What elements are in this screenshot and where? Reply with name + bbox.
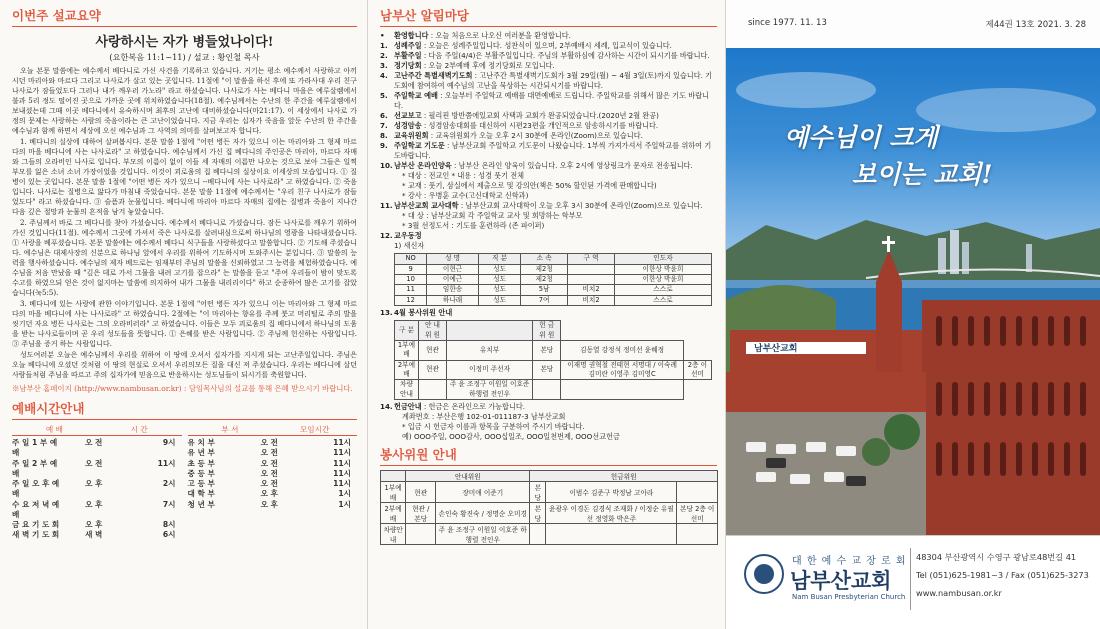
- april-cell: 김동열 강정석 정미선 윤혜정: [561, 340, 684, 360]
- homepage-note: ※남부산 홈페이지 (http://www.nambusan.or.kr) : 담임목사님의 설교를 통해 은혜 받으시기 바랍니다.: [12, 384, 353, 393]
- section-title-sermon: 이번주 설교요약: [12, 6, 357, 27]
- volunteer-cell: 본당 2층 이선미: [677, 503, 718, 524]
- notice-label: 성례주일: [394, 41, 422, 51]
- notice-text: : 필리핀 방반쯤에있교회 사택과 교회가 완공되었습니다.(2020년 2월 완공): [421, 111, 659, 121]
- volunteer-cell: [406, 524, 436, 545]
- newcomers-cell: 임한송: [427, 285, 479, 295]
- notice-subline: 예) OOO주일, OOO감사, OOO십일조, OOO일천번제, OOO선교헌금: [402, 432, 620, 442]
- worship-cell: 7시: [162, 499, 176, 509]
- denomination: 대 한 예 수 교 장 로 회: [792, 556, 907, 567]
- notice-item: [380, 121, 717, 131]
- april-cell: [533, 380, 561, 400]
- notice-body: [394, 71, 717, 91]
- newcomers-cell: [568, 275, 615, 285]
- notice-text: : 남부산 온라인 양육이 있습니다. 오후 2시에 영상링크가 문자로 전송됩니다.: [451, 161, 693, 171]
- worship-schedule: [12, 424, 357, 541]
- volunteer-cell: 본당: [530, 482, 546, 503]
- sermon-paragraph: 성도여러분 오늘은 예수님께서 우리를 위하여 이 땅에 오셔서 십자가를 지시게 되는 고난주일입니다. 주님은 오늘 베다니에 오셨던 것처럼 이 땅의 현실로 오셔서 우리의모든 질을 대신 져 주셨습니다. 우리는 베다니에 살던 사람들처럼 주님을 따르고 주의 십자가에 믿음으로 반응하시는 성도님들이 되시기를 축원합니다.: [12, 350, 357, 379]
- notice-number: 2.: [380, 51, 388, 61]
- april-cell: [418, 380, 446, 400]
- notice-label: 환영합니다: [394, 31, 429, 40]
- newcomers-cell: 제2청: [521, 264, 568, 274]
- department-cell: 오 전: [260, 479, 278, 488]
- notice-text: : 오늘 2부예배 후에 정기당회로 모입니다.: [421, 61, 555, 71]
- april-cell: 현관: [418, 340, 446, 360]
- sermon-panel: [0, 0, 368, 629]
- newcomers-header: 성 명: [427, 254, 479, 264]
- newcomers-row: [395, 264, 712, 274]
- notice-item: [380, 131, 717, 141]
- april-cell: 1부예배: [395, 340, 419, 360]
- notice-body: [394, 111, 659, 121]
- worship-row: [12, 520, 182, 530]
- notice-label: 고난주간 특별새벽기도회: [394, 71, 473, 81]
- notice-body: [394, 91, 717, 111]
- worship-cell: 오 후: [85, 499, 103, 509]
- notice-item: [380, 71, 717, 91]
- notice-body: [394, 121, 658, 131]
- volunteer-cell: 2부예배: [381, 503, 406, 524]
- department-cell: 11시: [333, 479, 351, 488]
- april-cell: 유치부: [446, 340, 532, 360]
- department-cell: 고 등 부: [187, 479, 215, 488]
- april-header: 안 내 위 원: [418, 321, 446, 341]
- newcomers-cell: 5남: [521, 285, 568, 295]
- notice-label: 4월 봉사위원 안내: [394, 308, 453, 318]
- volunteer-cell: 현관: [406, 482, 436, 503]
- cover-panel: [726, 0, 1100, 629]
- newcomers-cell: 성도: [478, 295, 520, 305]
- department-cell: 대 학 부: [187, 489, 215, 499]
- notice-number: 8.: [380, 131, 388, 141]
- section-title-notices: 남부산 알림마당: [380, 6, 717, 27]
- worship-head-col: 시 간: [130, 425, 148, 434]
- sermon-title: 사랑하시는 자가 병들었나이다!: [95, 35, 274, 50]
- notice-number: 7.: [380, 121, 388, 131]
- worship-head-col: 예 배: [45, 425, 63, 434]
- newcomers-cell: 이현근: [427, 264, 479, 274]
- worship-head: [188, 424, 358, 436]
- notice-list: [380, 31, 717, 442]
- church-building-illustration: [726, 372, 1100, 535]
- notice-item: [380, 201, 717, 211]
- newcomers-cell: 9: [395, 264, 427, 274]
- notice-label: 주일학교 기도문: [394, 141, 445, 151]
- notice-number: 9.: [380, 141, 388, 151]
- notice-text: : 오늘 처음으로 나오신 여러분을 환영합니다.: [428, 31, 571, 40]
- april-row: [395, 380, 712, 400]
- april-header: [446, 321, 532, 341]
- volunteer-cell: [677, 524, 718, 545]
- volunteer-cell: 이범수 김준구 박정남 고아라: [546, 482, 677, 503]
- notice-label: 부활주일: [394, 51, 422, 61]
- volunteer-cell: [546, 524, 677, 545]
- volunteer-row: [381, 482, 718, 503]
- notice-body: [394, 41, 672, 51]
- notice-subline: * 대 상 : 남부산교회 각 주일학교 교사 및 희망하는 학부모: [402, 211, 583, 221]
- volunteer-row: [381, 524, 718, 545]
- notice-number: 6.: [380, 111, 388, 121]
- department-row: [188, 459, 358, 469]
- april-row: [395, 360, 712, 380]
- church-footer: [726, 535, 1100, 629]
- notice-item: [380, 308, 717, 318]
- church-website[interactable]: www.nambusan.or.kr: [916, 588, 1002, 598]
- newcomers-table: [394, 253, 712, 306]
- notice-subline: * 강사 : 우병훈 교수(고신대학교 신학과): [402, 191, 529, 201]
- april-row: [395, 340, 712, 360]
- volunteer-cell: 손인숙 황진숙 / 정명순 오미경: [436, 503, 530, 524]
- worship-head-col: 부 서: [221, 425, 239, 434]
- worship-cell: 오 후: [85, 479, 103, 488]
- worship-cell: 8시: [162, 520, 176, 529]
- newcomers-cell: 10: [395, 275, 427, 285]
- notice-item: [380, 31, 717, 41]
- notice-item: [380, 231, 717, 241]
- notice-text: : 교육위원회가 오늘 오후 2시 30분에 온라인(Zoom)으로 있습니다.: [428, 131, 643, 141]
- volunteer-header: 안내위원: [406, 471, 530, 482]
- building-sign: 남부산교회: [754, 344, 798, 354]
- newcomers-cell: 하나래: [427, 295, 479, 305]
- notice-subline: 계좌번호 : 부산은행 102-01-011187-3 남부산교회: [402, 412, 566, 422]
- notice-item: [380, 402, 717, 412]
- volunteer-cell: 차량안내: [381, 524, 406, 545]
- notice-number: 10.: [380, 161, 393, 171]
- volunteer-header: 헌금위원: [530, 471, 718, 482]
- volunteer-table: [380, 470, 718, 545]
- church-english-name: Nam Busan Presbyterian Church: [792, 593, 906, 601]
- newcomers-cell: 성도: [478, 285, 520, 295]
- april-cell: 2층 이선미: [683, 360, 711, 380]
- newcomers-header: 인도자: [614, 254, 711, 264]
- worship-cell: 6시: [162, 530, 176, 540]
- april-volunteer-table: [394, 320, 712, 400]
- department-cell: 11시: [333, 458, 351, 468]
- notice-number: 12.: [380, 231, 393, 241]
- newcomers-header: 소 속: [521, 254, 568, 264]
- notice-label: 남부산교회 교사대학: [394, 201, 459, 211]
- april-header: 구 분: [395, 321, 419, 341]
- april-header: 헌 금 위 원: [533, 321, 561, 341]
- worship-cell: 2시: [162, 479, 176, 488]
- april-cell: 이재명 권혁철 전태현 서명대 / 이숙례 김미란 이영주 김미영C: [561, 360, 684, 380]
- worship-cell: 주 일 오 후 예 배: [12, 479, 60, 499]
- newcomers-cell: 비치2: [568, 285, 615, 295]
- church-name: 남부산교회: [790, 569, 892, 593]
- department-row: [188, 469, 358, 479]
- worship-schedule-departments: [188, 424, 358, 541]
- worship-cell: 오 후: [85, 520, 103, 529]
- church-seal-icon: [744, 554, 784, 594]
- notice-label: 선교보고: [394, 111, 422, 121]
- notice-number: 11.: [380, 201, 393, 211]
- department-cell: 오 후: [260, 499, 278, 509]
- newcomers-header: NO: [395, 254, 427, 264]
- april-cell: 차량안내: [395, 380, 419, 400]
- newcomers-cell: 이예근: [427, 275, 479, 285]
- notice-body: [394, 61, 555, 71]
- footer-divider: [910, 548, 911, 610]
- notice-label: 교육위원회: [394, 131, 429, 141]
- volunteer-row: [381, 503, 718, 524]
- department-row: [188, 489, 358, 499]
- notice-number: 13.: [380, 308, 393, 318]
- notice-text: : 헌금은 온라인으로 가능합니다.: [421, 402, 526, 412]
- newcomers-cell: 성도: [478, 264, 520, 274]
- department-cell: 11시: [333, 448, 351, 458]
- sermon-reference: (요한복음 11:1~11) / 설교 : 황인철 목사: [109, 52, 260, 62]
- notice-item: [380, 61, 717, 71]
- department-cell: 11시: [333, 438, 351, 447]
- newcomers-cell: 12: [395, 295, 427, 305]
- department-row: [188, 448, 358, 458]
- notice-number: 1.: [380, 41, 388, 51]
- volunteer-cell: [677, 482, 718, 503]
- notice-text: : 성경암송대회를 대신하여 시편23편을 개인적으로 암송하시기를 바랍니다.: [421, 121, 659, 131]
- department-cell: 유 치 부: [187, 438, 215, 447]
- newcomers-cell: 제2청: [521, 275, 568, 285]
- department-row: [188, 500, 358, 510]
- notice-subline: * 3월 선정도서 : 기도를 훈련하라 (존 파이퍼): [402, 221, 545, 231]
- notice-item: [380, 91, 717, 111]
- newcomers-cell: 이한상 박윤희: [614, 275, 711, 285]
- newcomers-cell: 11: [395, 285, 427, 295]
- notice-subline: * 대상 : 전교인 * 내용 : 성경 풋기 전체: [402, 171, 525, 181]
- notice-label: 남부산 온라인양육: [394, 161, 452, 171]
- notice-label: 정기당회: [394, 61, 422, 71]
- notice-body: [394, 131, 643, 141]
- section-title-volunteers: 봉사위원 안내: [380, 445, 717, 466]
- april-cell: [561, 380, 684, 400]
- newcomers-header: 직 분: [478, 254, 520, 264]
- notice-text: : 오늘은 성례주일입니다. 성찬식이 있으며, 2부예배시 세례, 입교식이 있습니다.: [421, 41, 672, 51]
- notice-number: 5.: [380, 91, 388, 101]
- notice-item: [380, 41, 717, 51]
- volunteer-cell: [530, 524, 546, 545]
- notice-label: 교우동정: [394, 231, 422, 241]
- section-title-worship: 예배시간안내: [12, 399, 357, 420]
- notice-text: : 다음 주일(4/4)은 부활주일입니다. 주님의 부활하심에 감사하는 시간이 되시기를 바랍니다.: [421, 51, 710, 61]
- notice-item: [380, 161, 717, 171]
- april-cell: 현관: [418, 360, 446, 380]
- worship-cell: 오 전: [85, 458, 103, 468]
- newcomers-cell: 스스로: [614, 295, 711, 305]
- sermon-paragraph: 2. 주님께서 바로 그 베다니를 찾아 가셨습니다. 예수께서 베다니로 가셨습니다. 잠든 나사로를 깨우기 위하여 가신 것입니다(11절). 예수께서 그곳에 가셔서 죽은 나사로를 살려내심으로써 하나님의 영광을 나타내셨습니다. ① 사랑을 베푸셨습니다. 본문 말씀에는 예수께서 베다니 식구들을 사랑하셨다고 말씀합니다. ② 기도해 주셨습니다. 예수님은 대제사장의 신분으로 하나님 앞에서 우리를 위하여 기도하시며 도와주시는 분입니다. ③ 말씀의 능력을 행사하셨습니다. 예수님의 제자 베드로는 임재부터 주님의 말씀을 신뢰하였고 그 능력을 체험하였습니다. 예수님을 처음 만났을 때 "깊은 데로 가서 그물을 내려 고기를 잡으라" 는 말씀을 듣고 "주여 우리들이 밤이 맞도록 수고를 하였으되 얻은 것이 없지마는 말씀에 의지하여 내가 그물을 내리리이다" 하고 순종하여 많은 고기를 잡았습니다(눅5:5).: [12, 218, 357, 297]
- department-cell: 11시: [333, 468, 351, 478]
- newcomers-header: 구 역: [568, 254, 615, 264]
- newcomers-cell: 성도: [478, 275, 520, 285]
- newcomers-cell: 7여: [521, 295, 568, 305]
- worship-head: [12, 424, 182, 436]
- worship-cell: 오 전: [85, 438, 103, 447]
- newcomers-cell: 비치2: [568, 295, 615, 305]
- worship-row: [12, 500, 182, 521]
- notice-body: [394, 51, 710, 61]
- sermon-paragraph: 오늘 본문 말씀에는 예수께서 베다니로 가신 사건을 기록하고 있습니다. 거기는 평소 예수께서 사랑하고 아끼시던 마리아와 마르다 그리고 나사로가 살고 있는 곳입니다. 11절에 "이 말씀을 하신 후에 또 가라사대 우리 친구 나사로가 잠들었도다 그러나 내가 깨우러 가노라" 라고 하셨습니다. 나사로가 사는 베다니 마을은 예루살렘에서 불과 5리 정도 떨어진 곳으로 가까운 곳에 위치하였습니다(18절). 예수님께서는 수난의 한 주간을 예루살렘에서 보내셨는데 그때 이곳 베다니에서 유숙하시며 최후의 고난에 대비하셨습니다(마21:17). 이 세상에서 나사로 가정의 문제는 사랑하는 사람의 죽음이라는 큰 고난이었습니다. 지금 우리는 십자가 죽음을 앞둔 수난의 한 주간을 예수님과 함께 하면서 세상에 오신 예수님과 그 사역의 의미를 살펴보고자 합니다.: [12, 66, 357, 135]
- april-cell: 본당: [533, 360, 561, 380]
- notice-body: [394, 141, 717, 161]
- volunteer-cell: 현관 / 본당: [406, 503, 436, 524]
- department-cell: 초 등 부: [187, 458, 215, 468]
- department-cell: 오 전: [260, 468, 278, 478]
- worship-schedule-services: [12, 424, 182, 541]
- worship-cell: 수 요 저 녁 예 배: [12, 499, 60, 519]
- notice-panel: [368, 0, 726, 629]
- founding-date: since 1977. 11. 13: [748, 18, 827, 28]
- newcomers-cell: 이한상 박윤희: [614, 264, 711, 274]
- department-cell: 중 등 부: [187, 468, 215, 478]
- issue-number-date: 제44권 13호 2021. 3. 28: [985, 20, 1086, 30]
- church-phone: Tel (051)625-1981~3 / Fax (051)625-3273: [916, 570, 1089, 580]
- department-cell: 오 전: [260, 438, 278, 447]
- volunteer-cell: 1부예배: [381, 482, 406, 503]
- worship-row: [12, 438, 182, 459]
- department-row: [188, 479, 358, 489]
- worship-cell: 주 일 2 부 예 배: [12, 458, 58, 478]
- notice-text: : 남부산교회 주일학교 기도문이 나왔습니다. 1부씩 가져가셔서 주일학교를 위하여 기도바랍니다.: [394, 141, 712, 161]
- notice-body: [394, 31, 571, 41]
- notice-number: 4.: [380, 71, 388, 81]
- worship-row: [12, 530, 182, 540]
- notice-text: : 오늘부터 주일학교 예배를 대면예배로 드립니다. 주일학교를 위해서 많은 기도 바랍니다.: [394, 91, 709, 111]
- notice-text: : 남부산교회 교사대학이 오늘 오후 3시 30분에 온라인(Zoom)으로 있습니다.: [458, 201, 703, 211]
- worship-cell: 11시: [157, 458, 176, 468]
- worship-cell: 9시: [162, 438, 176, 447]
- newcomers-row: [395, 295, 712, 305]
- notice-subline: * 교재 : 풋기, 삼실에서 제출으로 및 강의안(책은 50% 할인된 가격에 판매합니다): [402, 181, 657, 191]
- worship-cell: 주 일 1 부 예 배: [12, 438, 58, 458]
- april-cell: 본당: [533, 340, 561, 360]
- notice-text: : 고난주간 특별새벽기도회가 3월 29일(월) ~ 4월 3일(토)까지 있습니다. 기도회에 참여하여 예수님의 고난을 묵상하는 시간되시기를 바랍니다.: [394, 71, 713, 91]
- worship-cell: 새 벽 기 도 회: [12, 530, 60, 540]
- sermon-body: [12, 66, 357, 380]
- worship-row: [12, 479, 182, 500]
- notice-label: 주일학교 예배: [394, 91, 438, 101]
- notice-item: [380, 141, 717, 161]
- cover-photo-lower: [726, 372, 1100, 535]
- notice-item: [380, 111, 717, 121]
- volunteer-header-blank: [381, 471, 406, 482]
- department-cell: 1시: [338, 499, 351, 509]
- worship-cell: 금 요 기 도 회: [12, 520, 60, 529]
- volunteer-cell: 주 윤 조정구 이원일 이호준 하행렬 전인우: [436, 524, 530, 545]
- april-cell: 주 윤 조정구 이원일 이호준 하행렬 전인우: [446, 380, 532, 400]
- slogan-line-2: 보이는 교회!: [852, 160, 993, 189]
- department-row: [188, 438, 358, 448]
- volunteer-cell: 본당: [530, 503, 546, 524]
- notice-number: 14.: [380, 402, 393, 412]
- newcomers-row: [395, 285, 712, 295]
- april-cell: 2부예배: [395, 360, 419, 380]
- notice-label: 성경암송: [394, 121, 422, 131]
- sermon-paragraph: 3. 베다니에 있는 사랑에 관한 이야기입니다. 본문 1절에 "어떤 병든 자가 있으니 이는 마리아와 그 형제 마르다의 마을 베다니에 사는 나사로라" 고 하였습니다. 2절에는 "이 마리아는 향유를 주께 붓고 머리털로 주의 발을 씻기던 자요 병든 나사로는 그의 오라비러라" 고 하였습니다. 이들은 모두 괴로움의 집 베다니에서 하나님의 도움을 받는 나사로들이며 곧 우리 성도들을 뜻합니다. ① 은혜를 받은 사람입니다. ② 주님께 헌신하는 사람입니다. ③ 주님을 증거 하는 사람입니다.: [12, 299, 357, 348]
- slogan-line-1: 예수님이 크게: [784, 123, 938, 152]
- sermon-paragraph: 1. 베다니의 실상에 대하여 살펴봅시다. 본문 말씀 1절에 "어떤 병든 자가 있으니 이는 마리아와 그 형제 마르다의 마을 베다니에 사는 나사로라" 고 하였습니다. 예수님께서 가신 집 베다니의 주인공은 마리아, 마르다 자매와 그들의 오라비인 나사로 입니다. 부모의 이름이 없이 이들 세 자매의 이름만 나오는 것으로 보아 그들은 일찍 부모를 잃은 소녀 소녀 가장이었을 것입니다. 이것이 괴로움의 집 베다니의 실상이요 이세상의 모습입니다. ① 질병이 있는 곳입니다. 본문 말씀 1절에 "어떤 병든 자가 있으니 --베다니에 사는 나사로라" 고 하였습니다. ② 죽음입니다. 나사로는 질병으로 앓다가 마침내 죽었습니다. 본문 말씀 11절에 예수께서는 "우리 친구 나사로가 잠들었도다" 라고 하셨습니다. ③ 슬픔과 눈물입니다. 베다니에 마리아 마르다 자매의 집에는 질병과 죽음이 지나간 다음 깊은 절망과 눈물의 흔적을 남겨 놓았습니다.: [12, 137, 357, 216]
- newcomers-label: 1) 새신자: [394, 241, 425, 251]
- department-cell: 1시: [338, 489, 351, 499]
- department-cell: 유 년 부: [187, 448, 215, 458]
- church-address: 48304 부산광역시 수영구 광남로48번길 41: [916, 552, 1077, 562]
- newcomers-row: [395, 275, 712, 285]
- notice-number: •: [380, 31, 385, 40]
- worship-head-col: 모임시간: [299, 425, 330, 434]
- notice-body: [394, 161, 693, 171]
- newcomers-cell: [568, 264, 615, 274]
- department-cell: 청 년 부: [187, 499, 215, 509]
- cover-photo: [726, 0, 1100, 372]
- worship-row: [12, 459, 182, 480]
- department-cell: 오 후: [260, 489, 278, 499]
- april-cell: 이정미 주선자: [446, 360, 532, 380]
- notice-subline: * 입금 시 헌금자 이름과 항목을 구분하여 주시기 바랍니다.: [402, 422, 585, 432]
- notice-number: 3.: [380, 61, 388, 71]
- volunteer-cell: 윤광우 이경돈 김경식 조재화 / 이정순 유필선 정영화 박은주: [546, 503, 677, 524]
- department-cell: 오 전: [260, 458, 278, 468]
- department-cell: 오 전: [260, 448, 278, 458]
- notice-item: [380, 51, 717, 61]
- worship-cell: 새 벽: [85, 530, 103, 540]
- volunteer-cell: 장미애 이준기: [436, 482, 530, 503]
- notice-label: 헌금안내: [394, 402, 422, 412]
- newcomers-cell: 스스로: [614, 285, 711, 295]
